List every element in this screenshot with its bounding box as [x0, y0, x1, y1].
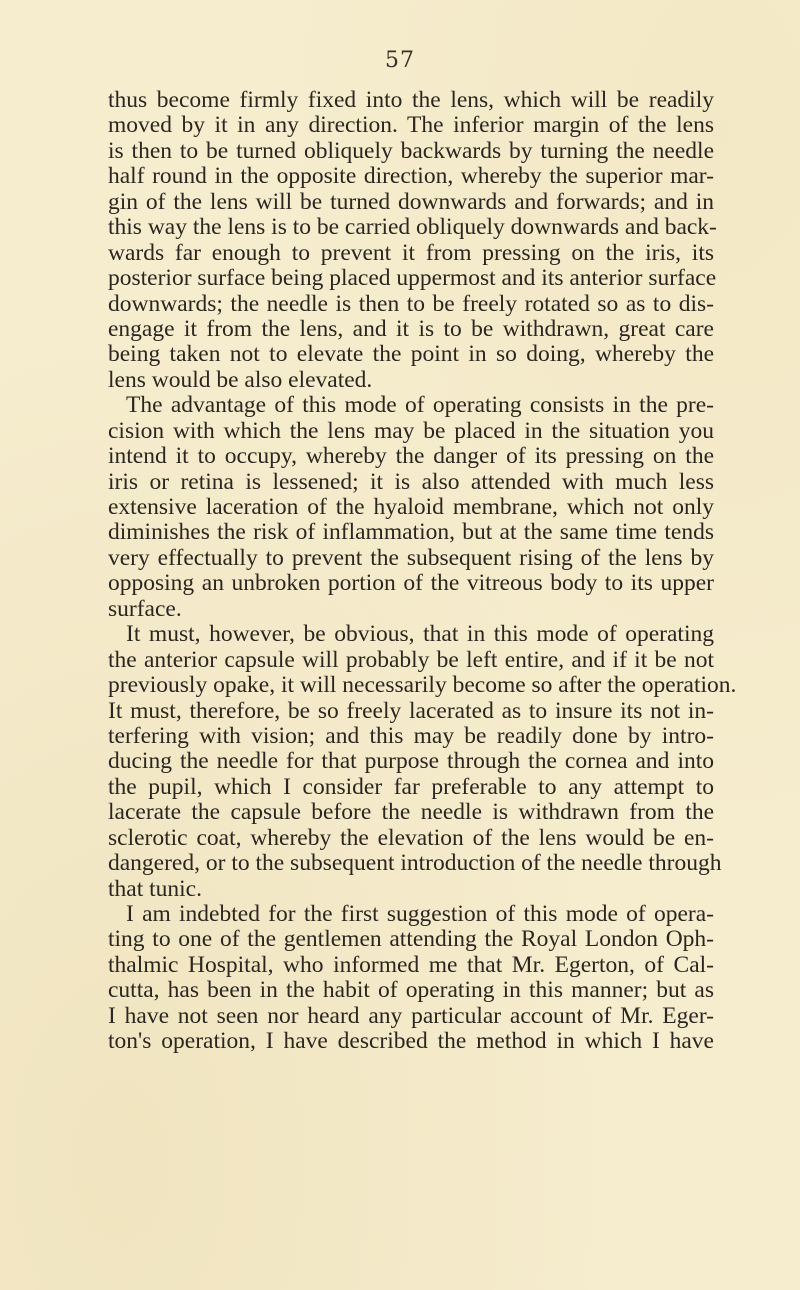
text-line: the anterior capsule will probably be left entire, and if it be not — [108, 646, 714, 673]
text-line: The advantage of this mode of operating consists in the pre- — [126, 392, 714, 419]
text-line: the pupil, which I consider far preferable to any attempt to — [108, 773, 714, 800]
text-line: posterior surface being placed uppermost and its anterior surface — [108, 265, 717, 292]
text-line: being taken not to elevate the point in so doing, whereby the — [108, 341, 714, 368]
text-line: iris or retina is lessened; it is also attended with much less — [108, 468, 714, 495]
text-line: that tunic. — [108, 875, 202, 902]
page-number: 57 — [385, 48, 415, 73]
paragraph — [108, 902, 714, 1055]
text-line: extensive laceration of the hyaloid membrane, which not only — [108, 494, 714, 520]
text-line: cision with which the lens may be placed in the situation you — [108, 417, 714, 444]
text-line: engage it from the lens, and it is to be withdrawn, great care — [108, 315, 714, 342]
text-line: thus become firmly fixed into the lens, which will be readily — [108, 87, 714, 113]
text-line: half round in the opposite direction, whereby the superior mar- — [108, 163, 714, 190]
text-line: I have not seen nor heard any particular account of Mr. Eger- — [108, 1002, 714, 1029]
paragraph — [108, 87, 717, 393]
text-line: diminishes the risk of inflammation, but at the same time tends — [108, 519, 714, 546]
text-line: I am indebted for the first suggestion of this mode of opera- — [126, 901, 714, 927]
text-line: terfering with vision; and this may be readily done by intro- — [108, 722, 714, 749]
text-line: sclerotic coat, whereby the elevation of the lens would be en- — [108, 824, 714, 851]
text-line: ting to one of the gentlemen attending the Royal London Oph- — [108, 926, 714, 953]
text-line: ton's operation, I have described the method in which I have — [108, 1028, 714, 1055]
text-line: intend it to occupy, whereby the danger of its pressing on the — [108, 443, 714, 470]
text-line: is then to be turned obliquely backwards by turning the needle — [108, 137, 714, 164]
text-line: surface. — [108, 595, 182, 622]
text-line: previously opake, it will necessarily become so after the operation. — [108, 672, 737, 699]
text-line: lens would be also elevated. — [108, 366, 373, 393]
paragraph — [108, 621, 737, 902]
text-line: moved by it in any direction. The inferior margin of the lens — [108, 112, 714, 139]
text-line: wards far enough to prevent it from pressing on the iris, its — [108, 239, 714, 266]
text-line: cutta, has been in the habit of operating in this manner; but as — [108, 977, 714, 1004]
text-line: dangered, or to the subsequent introduction of the needle through — [108, 850, 722, 877]
body-text — [108, 87, 737, 1055]
text-line: ducing the needle for that purpose through the cornea and into — [108, 748, 714, 775]
paragraph — [108, 393, 714, 622]
text-line: gin of the lens will be turned downwards and forwards; and in — [108, 188, 714, 215]
text-line: It must, therefore, be so freely lacerated as to insure its not in- — [108, 697, 714, 724]
text-line: lacerate the capsule before the needle is withdrawn from the — [108, 799, 714, 826]
text-line: this way the lens is to be carried obliquely downwards and back- — [108, 214, 717, 241]
text-line: It must, however, be obvious, that in this mode of operating — [126, 621, 714, 648]
text-line: very effectually to prevent the subsequent rising of the lens by — [108, 544, 714, 571]
text-line: thalmic Hospital, who informed me that Mr. Egerton, of Cal- — [108, 951, 714, 978]
text-line: downwards; the needle is then to be freely rotated so as to dis- — [108, 290, 714, 317]
text-line: opposing an unbroken portion of the vitreous body to its upper — [108, 570, 714, 597]
